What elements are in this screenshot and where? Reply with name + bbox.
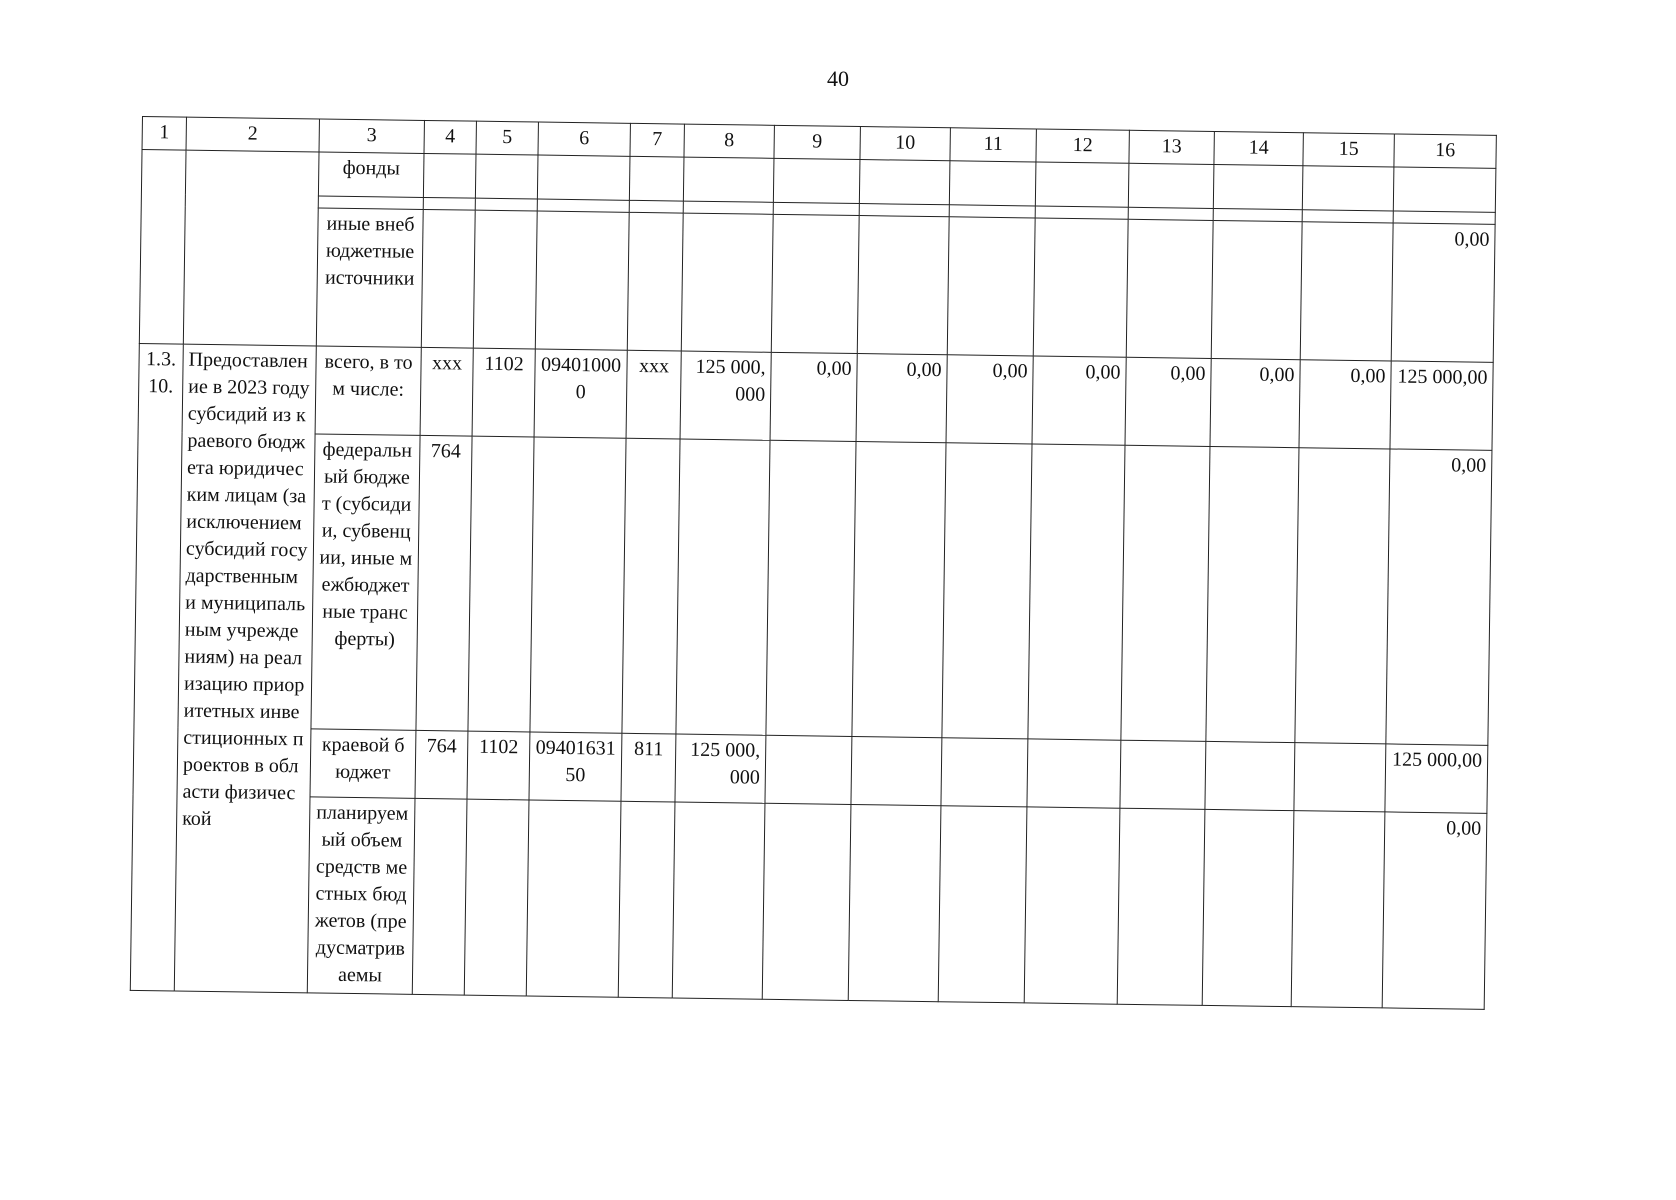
table-cell	[473, 210, 537, 349]
table-cell: 0,00	[1210, 358, 1300, 447]
table-cell: 1102	[467, 731, 530, 800]
source-cell: планируемый объем средств местных бюджетов (предусматриваемы	[307, 797, 415, 994]
source-cell: краевой бюджет	[310, 729, 416, 798]
column-header: 7	[630, 123, 684, 157]
source-cell: всего, в том числе:	[315, 346, 421, 435]
table-row	[139, 205, 1495, 362]
table-cell	[412, 798, 467, 995]
table-cell	[683, 157, 774, 202]
column-header: 9	[774, 125, 860, 159]
table-row	[134, 431, 1492, 745]
table-cell	[851, 736, 942, 805]
table-cell	[1024, 807, 1120, 1004]
table-cell	[848, 804, 941, 1001]
total-cell: 0,00	[1386, 449, 1492, 745]
table-cell	[421, 209, 475, 348]
table-cell: ххх	[420, 347, 473, 436]
column-header: 14	[1214, 131, 1303, 165]
table-cell	[1117, 808, 1205, 1005]
table-cell: 764	[416, 435, 472, 731]
table-cell	[537, 155, 630, 200]
table-cell	[629, 156, 684, 201]
item-name-cell	[183, 150, 319, 346]
table-cell	[622, 438, 680, 734]
table-cell	[672, 802, 765, 999]
table-cell: 1102	[472, 348, 535, 437]
source-cell: иные внебюджетные источники	[316, 208, 423, 347]
table-cell	[1128, 163, 1214, 208]
table-cell	[947, 217, 1035, 356]
total-cell: 125 000,00	[1390, 361, 1493, 450]
table-cell	[771, 214, 859, 353]
table-cell	[475, 198, 537, 211]
column-header: 4	[424, 120, 476, 154]
table-cell	[1028, 444, 1125, 740]
budget-table	[130, 116, 1497, 1010]
item-name-cell: Предоставление в 2023 году субсидий из краевого бюджета юридическим лицам (за исключением субсидий государственным и муниципальным учреждениям) на реализацию приоритетных инвестиционных проектов в области физической	[174, 344, 316, 993]
table-cell	[629, 200, 683, 213]
table-cell: ххх	[626, 350, 681, 439]
total-cell: 0,00	[1382, 812, 1487, 1009]
column-header: 8	[684, 124, 774, 158]
table-cell: 125 000,000	[680, 351, 771, 440]
total-cell: 0,00	[1391, 223, 1495, 362]
table-cell	[423, 153, 476, 198]
total-cell: 125 000,00	[1385, 744, 1488, 813]
table-cell: 0,00	[770, 352, 857, 441]
table-cell	[765, 735, 852, 804]
column-header: 10	[860, 127, 950, 161]
table-cell: 0940163150	[529, 732, 622, 801]
table-row	[130, 794, 1487, 1009]
table-cell	[949, 161, 1036, 206]
table-cell	[1294, 743, 1386, 812]
table-cell	[1120, 740, 1206, 809]
table-cell	[938, 806, 1027, 1003]
table-cell	[1291, 811, 1385, 1008]
table-cell	[526, 800, 621, 997]
table-cell: 764	[415, 730, 468, 799]
column-header: 11	[950, 128, 1036, 162]
table-cell	[627, 212, 683, 351]
column-header: 16	[1394, 134, 1496, 168]
table-cell: 811	[621, 733, 676, 802]
table-cell: 0,00	[946, 355, 1033, 444]
table-cell	[1033, 218, 1128, 357]
item-number-cell: 1.3.10.	[130, 343, 183, 991]
table-cell	[773, 158, 860, 203]
table-cell	[762, 803, 851, 1000]
table-cell	[475, 154, 538, 199]
table-cell	[1121, 445, 1210, 741]
table-cell	[468, 436, 534, 732]
source-cell: федеральный бюджет (субсидии, субвенции, иные межбюджетные трансферты)	[311, 434, 420, 730]
table-cell	[1300, 222, 1393, 361]
column-header: 5	[476, 121, 538, 155]
table-cell	[1126, 219, 1213, 358]
table-cell	[1295, 448, 1390, 744]
table-cell: 0,00	[1299, 360, 1391, 449]
table-cell	[852, 442, 946, 738]
table-cell	[676, 439, 770, 735]
column-header: 13	[1129, 130, 1214, 164]
table-cell: 125 000,000	[675, 734, 766, 803]
table-cell	[766, 440, 856, 736]
table-cell	[618, 801, 675, 998]
table-cell	[681, 213, 773, 352]
table-cell: 0,00	[1032, 356, 1126, 445]
column-header: 6	[538, 122, 630, 156]
table-cell	[857, 216, 949, 355]
table-cell	[1027, 739, 1121, 808]
table-cell: 0,00	[856, 354, 947, 443]
table-cell	[859, 160, 950, 205]
item-number-cell	[139, 150, 186, 345]
table-cell	[1211, 220, 1302, 359]
table-cell	[535, 211, 629, 350]
column-header: 15	[1303, 133, 1394, 167]
table-cell	[423, 197, 475, 210]
table-cell	[530, 437, 626, 733]
table-cell	[1205, 741, 1295, 810]
table-cell: 0,00	[1125, 357, 1211, 446]
table-cell	[941, 738, 1028, 807]
total-cell	[1393, 167, 1496, 212]
table-cell	[1202, 809, 1294, 1006]
table-cell	[942, 443, 1032, 739]
page-number: 40	[827, 66, 849, 91]
table-cell	[464, 799, 529, 996]
column-header: 2	[186, 117, 319, 152]
column-header: 1	[142, 117, 186, 151]
table-cell: 094010000	[534, 349, 627, 438]
table-cell	[1213, 164, 1303, 209]
column-header: 3	[319, 119, 424, 153]
source-cell: фонды	[318, 152, 424, 197]
table-cell	[1302, 166, 1394, 211]
table-cell	[1206, 446, 1299, 742]
table-cell	[1035, 162, 1129, 207]
budget-table-sheet	[130, 116, 1497, 1010]
column-header: 12	[1036, 129, 1129, 163]
